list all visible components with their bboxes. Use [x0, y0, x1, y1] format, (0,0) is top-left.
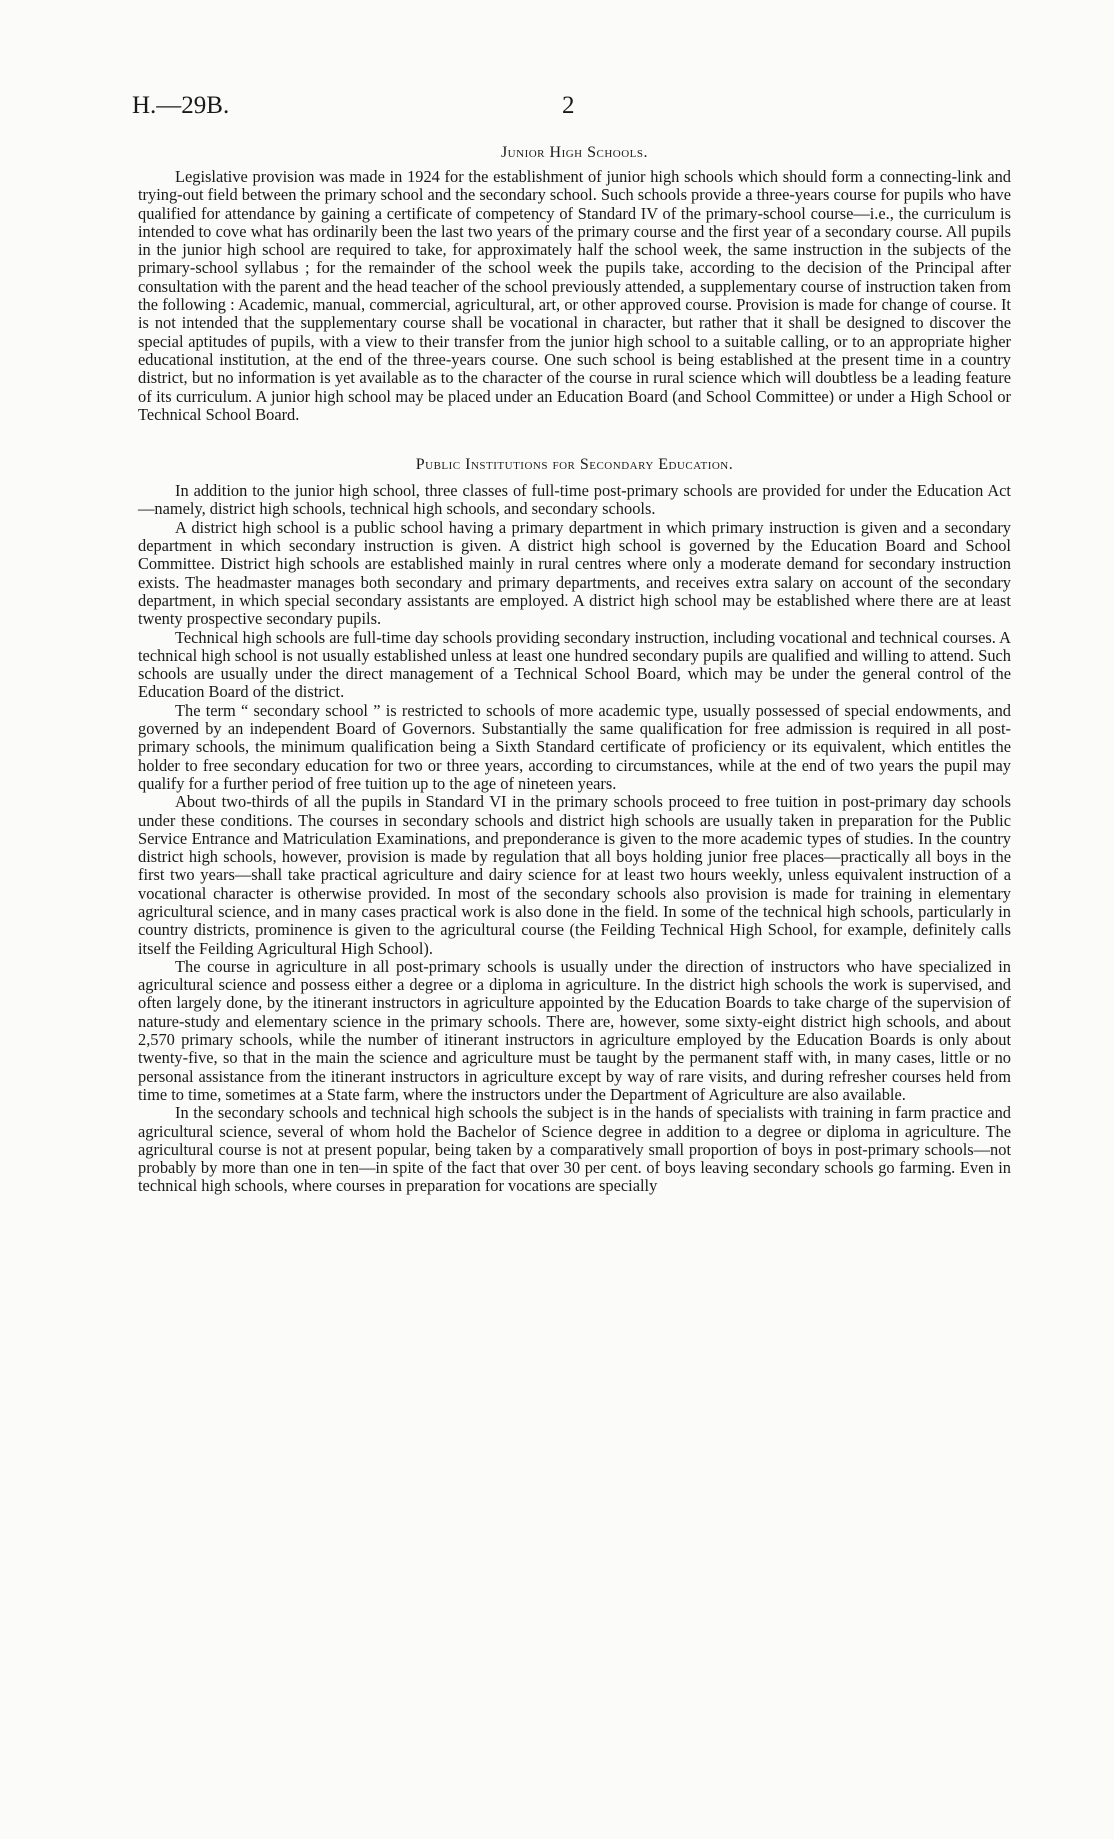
paragraph: In addition to the junior high school, three classes of full-time post-primary schools are provided for under the Education Act—namely, district high schools, technical high schools, and secondary schools.: [138, 481, 1011, 519]
page-body: [138, 144, 1011, 1196]
paragraph: About two-thirds of all the pupils in Standard VI in the primary schools proceed to free tuition in post-primary day schools under these conditions. The courses in secondary schools and district high schools are usually taken in preparation for the Public Service Entrance and Matriculation Examinations, and preponderance is given to the more academic types of studies. In the country district high schools, however, provision is made by regulation that all boys holding junior free places—practically all boys in the first two years—shall take practical agriculture and dairy science for at least two hours weekly, unless equivalent instruction of a vocational character is otherwise provided. In most of the secondary schools also provision is made for training in elementary agricultural science, and in many cases practical work is also done in the field. In some of the technical high schools, particularly in country districts, prominence is given to the agricultural course (the Feilding Technical High School, for example, definitely calls itself the Feilding Agricultural High School).: [138, 792, 1011, 958]
paragraph: A district high school is a public school having a primary department in which primary instruction is given and a secondary department in which secondary instruction is given. A district high school is governed by the Education Board and School Committee. District high schools are established mainly in rural centres where only a moderate demand for secondary instruction exists. The headmaster manages both secondary and primary departments, and receives extra salary on account of the secondary department, in which special secondary assistants are employed. A district high school may be established where there are at least twenty prospective secondary pupils.: [138, 517, 1011, 629]
paragraph: The course in agriculture in all post-primary schools is usually under the direction of instructors who have specialized in agricultural science and possess either a degree or a diploma in agriculture. In the district high schools the work is supervised, and often largely done, by the itinerant instructors in agriculture appointed by the Education Boards to take charge of the supervision of nature-study and elementary science in the primary schools. There are, however, some sixty-eight district high schools, and about 2,570 primary schools, while the number of itinerant instructors in agriculture employed by the Education Boards is only about twenty-five, so that in the main the science and agriculture must be taught by the permanent staff with, in many cases, little or no personal assistance from the itinerant instructors in agriculture except by way of rare visits, and during refresher courses held from time to time, sometimes at a State farm, where the instructors under the Department of Agriculture are also available.: [138, 956, 1011, 1104]
page-number: 2: [562, 92, 575, 119]
document-reference: H.—29B.: [132, 92, 230, 119]
section-heading-junior-high-schools: Junior High Schools.: [500, 144, 649, 161]
section-heading-public-institutions: Public Institutions for Secondary Education.: [415, 456, 734, 474]
paragraph: The term “ secondary school ” is restricted to schools of more academic type, usually possessed of special endowments, and governed by an independent Board of Governors. Substantially the same qualification for free admission is required in all post-primary schools, the minimum qualification being a Sixth Standard certificate of proficiency or its equivalent, which entitles the holder to free secondary education for two or three years, according to circumstances, while at the end of two years the pupil may qualify for a further period of free tuition up to the age of nineteen years.: [138, 700, 1011, 793]
paragraph: Legislative provision was made in 1924 for the establishment of junior high schools which should form a connecting-link and trying-out field between the primary school and the secondary school. Such schools provide a three-years course for pupils who have qualified for attendance by gaining a certificate of competency of Standard IV of the primary-school course—i.e., the curriculum is intended to cove what has ordinarily been the last two years of the primary course and the first year of a secondary course. All pupils in the junior high school are required to take, for approximately half the school week, the same instruction in the subjects of the primary-school syllabus ; for the remainder of the school week the pupils take, according to the decision of the Principal after consultation with the parent and the head teacher of the school previously attended, a supplementary course of instruction taken from the following : Academic, manual, commercial, agricultural, art, or other approved course. Provision is made for change of course. It is not intended that the supplementary course shall be vocational in character, but rather that it shall be designed to discover the special aptitudes of pupils, with a view to their transfer from the junior high school to a suitable calling, or to an appropriate higher educational institution, at the end of the three-years course. One such school is being established at the present time in a country district, but no information is yet available as to the character of the course in rural science which will doubtless be a leading feature of its curriculum. A junior high school may be placed under an Education Board (and School Committee) or under a High School or Technical School Board.: [138, 167, 1012, 424]
paragraph: Technical high schools are full-time day schools providing secondary instruction, including vocational and technical courses. A technical high school is not usually established unless at least one hundred secondary pupils are qualified and willing to attend. Such schools are usually under the direct management of a Technical School Board, which may be under the general control of the Education Board of the district.: [138, 627, 1011, 702]
paragraph: In the secondary schools and technical high schools the subject is in the hands of specialists with training in farm practice and agricultural science, several of whom hold the Bachelor of Science degree in addition to a degree or diploma in agriculture. The agricultural course is not at present popular, being taken by a comparatively small proportion of boys in post-primary schools—not probably by more than one in ten—in spite of the fact that over 30 per cent. of boys leaving secondary schools go farming. Even in technical high schools, where courses in preparation for vocations are specially: [138, 1103, 1011, 1196]
page-header: [132, 92, 1012, 126]
